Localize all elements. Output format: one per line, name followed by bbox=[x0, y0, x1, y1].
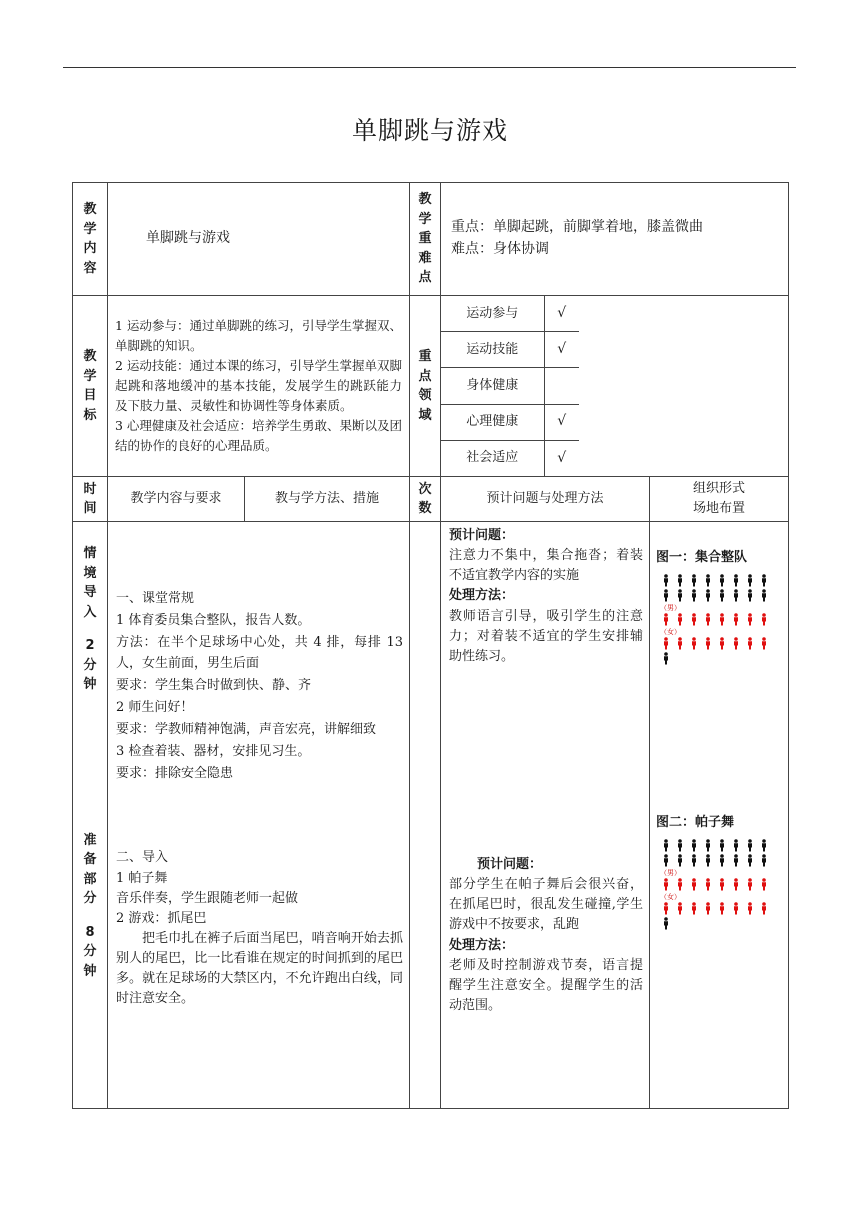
male-student-icon bbox=[716, 574, 728, 587]
male-student-icon bbox=[716, 854, 728, 867]
female-student-icon bbox=[730, 613, 742, 626]
domain-name: 社会适应 bbox=[466, 450, 519, 466]
domain-row bbox=[441, 296, 579, 332]
male-student-icon bbox=[730, 589, 742, 602]
female-student-icon bbox=[744, 878, 756, 891]
focus-domains bbox=[441, 296, 789, 477]
female-student-icon bbox=[758, 902, 770, 915]
male-student-icon bbox=[758, 589, 770, 602]
female-student-icon bbox=[730, 637, 742, 650]
female-student-icon bbox=[674, 878, 686, 891]
male-student-icon bbox=[758, 854, 770, 867]
female-student-icon bbox=[716, 902, 728, 915]
female-student-icon bbox=[688, 613, 700, 626]
figure-2 bbox=[650, 667, 788, 930]
header-organization: 组织形式 场地布置 bbox=[650, 477, 789, 522]
female-student-icon bbox=[688, 902, 700, 915]
male-student-icon bbox=[688, 574, 700, 587]
formation-row bbox=[660, 637, 788, 650]
male-student-icon bbox=[702, 589, 714, 602]
domain-name: 心理健康 bbox=[441, 404, 544, 440]
male-student-icon bbox=[758, 839, 770, 852]
male-student-icon bbox=[730, 839, 742, 852]
female-student-icon bbox=[716, 637, 728, 650]
figure-2-title: 图二：帕子舞 bbox=[656, 815, 735, 831]
female-student-icon bbox=[702, 878, 714, 891]
formation-row bbox=[660, 839, 788, 852]
formation-row bbox=[660, 854, 788, 867]
female-student-icon bbox=[660, 878, 672, 891]
female-student-icon bbox=[758, 878, 770, 891]
phase1-content: 一、课堂常规 1 体育委员集合整队，报告人数。 方法：在半个足球场中心处，共 4 排，每排 13 人，女生前面，男生后面 要求：学生集合时做到快、静、齐 2 师生问好！ 要求：学教师精神饱满，声音宏亮，讲解细致 3 检查着装、器材，安排见习生。 要求：排除安全隐患 bbox=[116, 591, 403, 781]
male-student-icon bbox=[688, 589, 700, 602]
gender-tag: （女） bbox=[660, 628, 681, 637]
figure-1 bbox=[650, 522, 788, 665]
male-student-icon bbox=[688, 854, 700, 867]
teaching-goals bbox=[108, 296, 410, 477]
female-student-icon bbox=[716, 878, 728, 891]
male-student-icon bbox=[744, 854, 756, 867]
male-student-icon bbox=[716, 839, 728, 852]
domain-check: √ bbox=[544, 296, 579, 332]
goal-item: 2 运动技能：通过本课的练习，引导学生掌握单双脚起跳和落地缓冲的基本技能，发展学生的跳跃能力及下肢力量、灵敏性和协调性等身体素质。 bbox=[115, 358, 402, 413]
male-student-icon bbox=[674, 589, 686, 602]
male-student-icon bbox=[674, 839, 686, 852]
female-student-icon bbox=[660, 902, 672, 915]
female-student-icon bbox=[744, 637, 756, 650]
female-student-icon bbox=[660, 613, 672, 626]
male-student-icon bbox=[730, 854, 742, 867]
label-key-difficult: 教 学 重 难 点 bbox=[410, 183, 441, 296]
male-student-icon bbox=[660, 917, 672, 930]
formation-row bbox=[660, 652, 788, 665]
gender-tag: （男） bbox=[660, 604, 681, 613]
domain-name: 身体健康 bbox=[441, 368, 544, 404]
domain-row bbox=[441, 440, 579, 476]
domain-check bbox=[544, 368, 579, 404]
female-student-icon bbox=[744, 902, 756, 915]
formation-row bbox=[660, 902, 788, 915]
male-student-icon bbox=[674, 854, 686, 867]
male-student-icon bbox=[702, 854, 714, 867]
formation-row bbox=[660, 917, 788, 930]
domain-name: 运动技能 bbox=[441, 332, 544, 368]
phase-labels bbox=[73, 522, 108, 1109]
phase1-problems: 预计问题： 注意力不集中，集合拖沓；着装不适宜教学内容的实施 处理方法： 教师语言引导，吸引学生的注意力；对着装不适宜的学生安排辅助性练习。 bbox=[449, 528, 643, 664]
phase-content bbox=[108, 522, 410, 1109]
formation-diagram bbox=[656, 574, 788, 665]
female-student-icon bbox=[730, 878, 742, 891]
female-student-icon bbox=[730, 902, 742, 915]
header-rule bbox=[63, 67, 796, 68]
male-student-icon bbox=[660, 589, 672, 602]
female-student-icon bbox=[674, 613, 686, 626]
lesson-plan-table bbox=[72, 182, 789, 1109]
male-student-icon bbox=[660, 839, 672, 852]
teaching-content: 单脚跳与游戏 bbox=[108, 183, 410, 296]
header-problems: 预计问题与处理方法 bbox=[441, 477, 650, 522]
domain-row bbox=[441, 368, 579, 404]
female-student-icon bbox=[702, 902, 714, 915]
key-difficult-points bbox=[441, 183, 789, 296]
phase2-problems: 预计问题： 部分学生在帕子舞后会很兴奋，在抓尾巴时，很乱发生碰撞,学生游戏中不按要求，乱跑 处理方法： 老师及时控制游戏节奏，语言提醒学生注意安全。提醒学生的活动范围。 bbox=[449, 856, 643, 1013]
female-student-icon bbox=[688, 878, 700, 891]
header-time: 时 间 bbox=[73, 477, 108, 522]
domain-check: √ bbox=[544, 440, 579, 476]
male-student-icon bbox=[716, 589, 728, 602]
female-student-icon bbox=[744, 613, 756, 626]
male-student-icon bbox=[660, 652, 672, 665]
count-cell bbox=[410, 522, 441, 1109]
female-student-icon bbox=[702, 613, 714, 626]
figure-1-title: 图一：集合整队 bbox=[656, 550, 748, 565]
female-student-icon bbox=[758, 613, 770, 626]
goal-item: 3 心理健康及社会适应：培养学生勇敢、果断以及团结的协作的良好的心理品质。 bbox=[115, 418, 402, 453]
female-student-icon bbox=[674, 637, 686, 650]
phase-organization bbox=[650, 522, 789, 1109]
male-student-icon bbox=[660, 574, 672, 587]
domain-check: √ bbox=[544, 332, 579, 368]
female-student-icon bbox=[702, 637, 714, 650]
header-content: 教学内容与要求 bbox=[108, 477, 245, 522]
domain-check: √ bbox=[544, 404, 579, 440]
male-student-icon bbox=[758, 574, 770, 587]
male-student-icon bbox=[702, 574, 714, 587]
formation-row bbox=[660, 589, 788, 602]
male-student-icon bbox=[660, 854, 672, 867]
formation-row bbox=[660, 574, 788, 587]
male-student-icon bbox=[730, 574, 742, 587]
label-teaching-goals: 教 学 目 标 bbox=[73, 296, 108, 477]
male-student-icon bbox=[744, 574, 756, 587]
schedule-header bbox=[73, 477, 789, 522]
male-student-icon bbox=[702, 839, 714, 852]
domain-name: 运动参与 bbox=[441, 296, 544, 332]
page-title: 单脚跳与游戏 bbox=[351, 116, 508, 145]
formation-row bbox=[660, 878, 788, 891]
female-student-icon bbox=[688, 637, 700, 650]
header-method: 教与学方法、措施 bbox=[245, 477, 410, 522]
goal-item: 1 运动参与：通过单脚跳的练习，引导学生掌握双、单脚跳的知识。 bbox=[115, 318, 402, 353]
gender-tag: （男） bbox=[660, 869, 681, 878]
male-student-icon bbox=[744, 589, 756, 602]
male-student-icon bbox=[674, 574, 686, 587]
phase1-label: 情 境 导 入 2 分 钟 bbox=[83, 546, 97, 692]
male-student-icon bbox=[688, 839, 700, 852]
domain-row bbox=[441, 332, 579, 368]
male-student-icon bbox=[744, 839, 756, 852]
formation-diagram bbox=[656, 839, 788, 930]
gender-tag: （女） bbox=[660, 893, 681, 902]
domain-row bbox=[441, 404, 579, 440]
phase2-label: 准 备 部 分 8 分 钟 bbox=[83, 832, 97, 979]
phase-problems bbox=[441, 522, 650, 1109]
label-focus-domain: 重 点 领 域 bbox=[410, 296, 441, 477]
header-count: 次 数 bbox=[410, 477, 441, 522]
label-teaching-content: 教 学 内 容 bbox=[73, 183, 108, 296]
difficulty-point: 难点：身体协调 bbox=[451, 241, 549, 257]
female-student-icon bbox=[758, 637, 770, 650]
phase2-content: 二、导入 1 帕子舞 音乐伴奏，学生跟随老师一起做 2 游戏：抓尾巴 把毛巾扎在裤子后面当尾巴，哨音响开始去抓别人的尾巴，比一比看谁在规定的时间抓到的尾巴多。就在足球场的大禁区内，不允许跑出白线，同时注意安全。 bbox=[116, 850, 403, 1007]
formation-row bbox=[660, 613, 788, 626]
domain-table bbox=[441, 296, 579, 476]
female-student-icon bbox=[660, 637, 672, 650]
female-student-icon bbox=[674, 902, 686, 915]
female-student-icon bbox=[716, 613, 728, 626]
key-point: 重点：单脚起跳，前脚掌着地，膝盖微曲 bbox=[451, 219, 703, 236]
